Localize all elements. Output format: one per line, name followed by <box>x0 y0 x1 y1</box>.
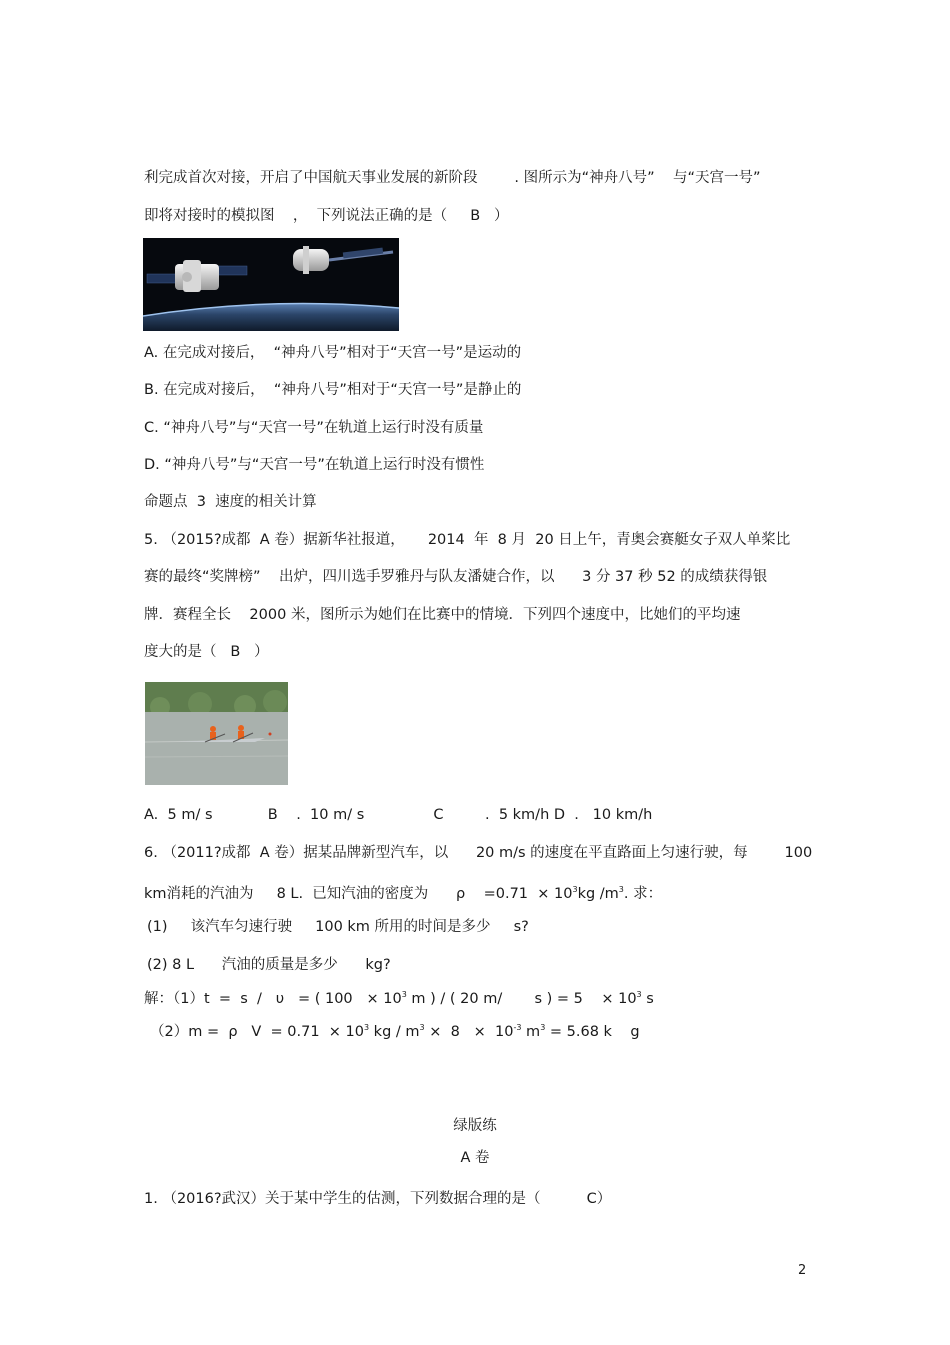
question-5-options: A. 5 m/ s B . 10 m/ s C . 5 km/h D . 10 km/h <box>144 807 653 823</box>
sol2-text-c: × 8 × 10 <box>424 1024 514 1040</box>
section-subheading: A 卷 <box>460 1150 490 1166</box>
sol1-text-a: 解：（1）t = s / υ = ( 100 × 10 <box>144 991 402 1007</box>
sol2-sup-1: 3 <box>363 1023 370 1032</box>
text-line-1: 利完成首次对接，开启了中国航天事业发展的新阶段 . 图所示为“神舟八号” 与“天宫一号” <box>144 170 761 186</box>
sol1-sup-2: 3 <box>636 990 642 999</box>
option-c: C. “神舟八号”与“天宫一号”在轨道上运行时没有质量 <box>144 420 484 436</box>
question-1: 1. （2016?武汉）关于某中学生的估测，下列数据合理的是（ C） <box>144 1191 612 1207</box>
option-a: A. 在完成对接后， “神舟八号”相对于“天宫一号”是运动的 <box>144 345 522 361</box>
q6-text-b: kg /m <box>577 886 619 902</box>
rowing-image <box>145 682 288 785</box>
question-6-part-2: (2) 8 L 汽油的质量是多少 kg? <box>147 957 391 973</box>
sol2-sup-4: 3 <box>540 1023 546 1032</box>
q6-sup-2: 3 <box>618 885 624 894</box>
sol2-text-e: = 5.68 k g <box>545 1024 640 1040</box>
sol2-text-b: kg / m <box>369 1024 420 1040</box>
sol2-text-d: m <box>521 1024 541 1040</box>
q6-text-a: km消耗的汽油为 8 L. 已知汽油的密度为 ρ =0.71 × 10 <box>144 886 573 902</box>
option-b: B. 在完成对接后， “神舟八号”相对于“天宫一号”是静止的 <box>144 382 522 398</box>
question-6-line-1: 6. （2011?成都 A 卷）据某品牌新型汽车，以 20 m/s 的速度在平直路面上匀速行驶，每 100 <box>144 845 813 861</box>
question-6-part-1: (1) 该汽车匀速行驶 100 km 所用的时间是多少 s? <box>147 919 529 935</box>
question-6-line-2 <box>144 880 662 904</box>
sol1-text-b: m ) / ( 20 m/ s ) = 5 × 10 <box>406 991 637 1007</box>
text-line-2: 即将对接时的模拟图 ， 下列说法正确的是（ B ） <box>144 208 509 224</box>
question-5-line-1: 5. （2015?成都 A 卷）据新华社报道， 2014 年 8 月 20 日上午，青奥会赛艇女子双人单桨比 <box>144 532 791 548</box>
question-5-line-4: 度大的是（ B ） <box>144 644 269 660</box>
solution-line-1 <box>144 985 654 1009</box>
sol1-sup-1: 3 <box>401 990 407 999</box>
sol1-text-c: s <box>641 991 654 1007</box>
topic-heading: 命题点 3 速度的相关计算 <box>144 494 317 510</box>
question-5-line-2: 赛的最终“奖牌榜” 出炉，四川选手罗雅丹与队友潘婕合作，以 3 分 37 秒 52 的成绩获得银 <box>144 569 768 585</box>
sol2-text-a: （2）m = ρ V = 0.71 × 10 <box>150 1024 364 1040</box>
spacecraft-docking-image <box>143 238 399 331</box>
page-number: 2 <box>798 1263 807 1278</box>
sol2-sup-2: 3 <box>419 1023 425 1032</box>
section-heading: 绿版练 <box>453 1118 497 1134</box>
q6-sup-1: 3 <box>572 885 578 894</box>
option-d: D. “神舟八号”与“天宫一号”在轨道上运行时没有惯性 <box>144 457 485 473</box>
question-5-line-3: 牌．赛程全长 2000 米，图所示为她们在比赛中的情境．下列四个速度中，比她们的平均速 <box>144 607 741 623</box>
sol2-sup-3: -3 <box>513 1023 522 1032</box>
q6-text-c: . 求： <box>623 886 663 902</box>
solution-line-2 <box>150 1018 640 1042</box>
